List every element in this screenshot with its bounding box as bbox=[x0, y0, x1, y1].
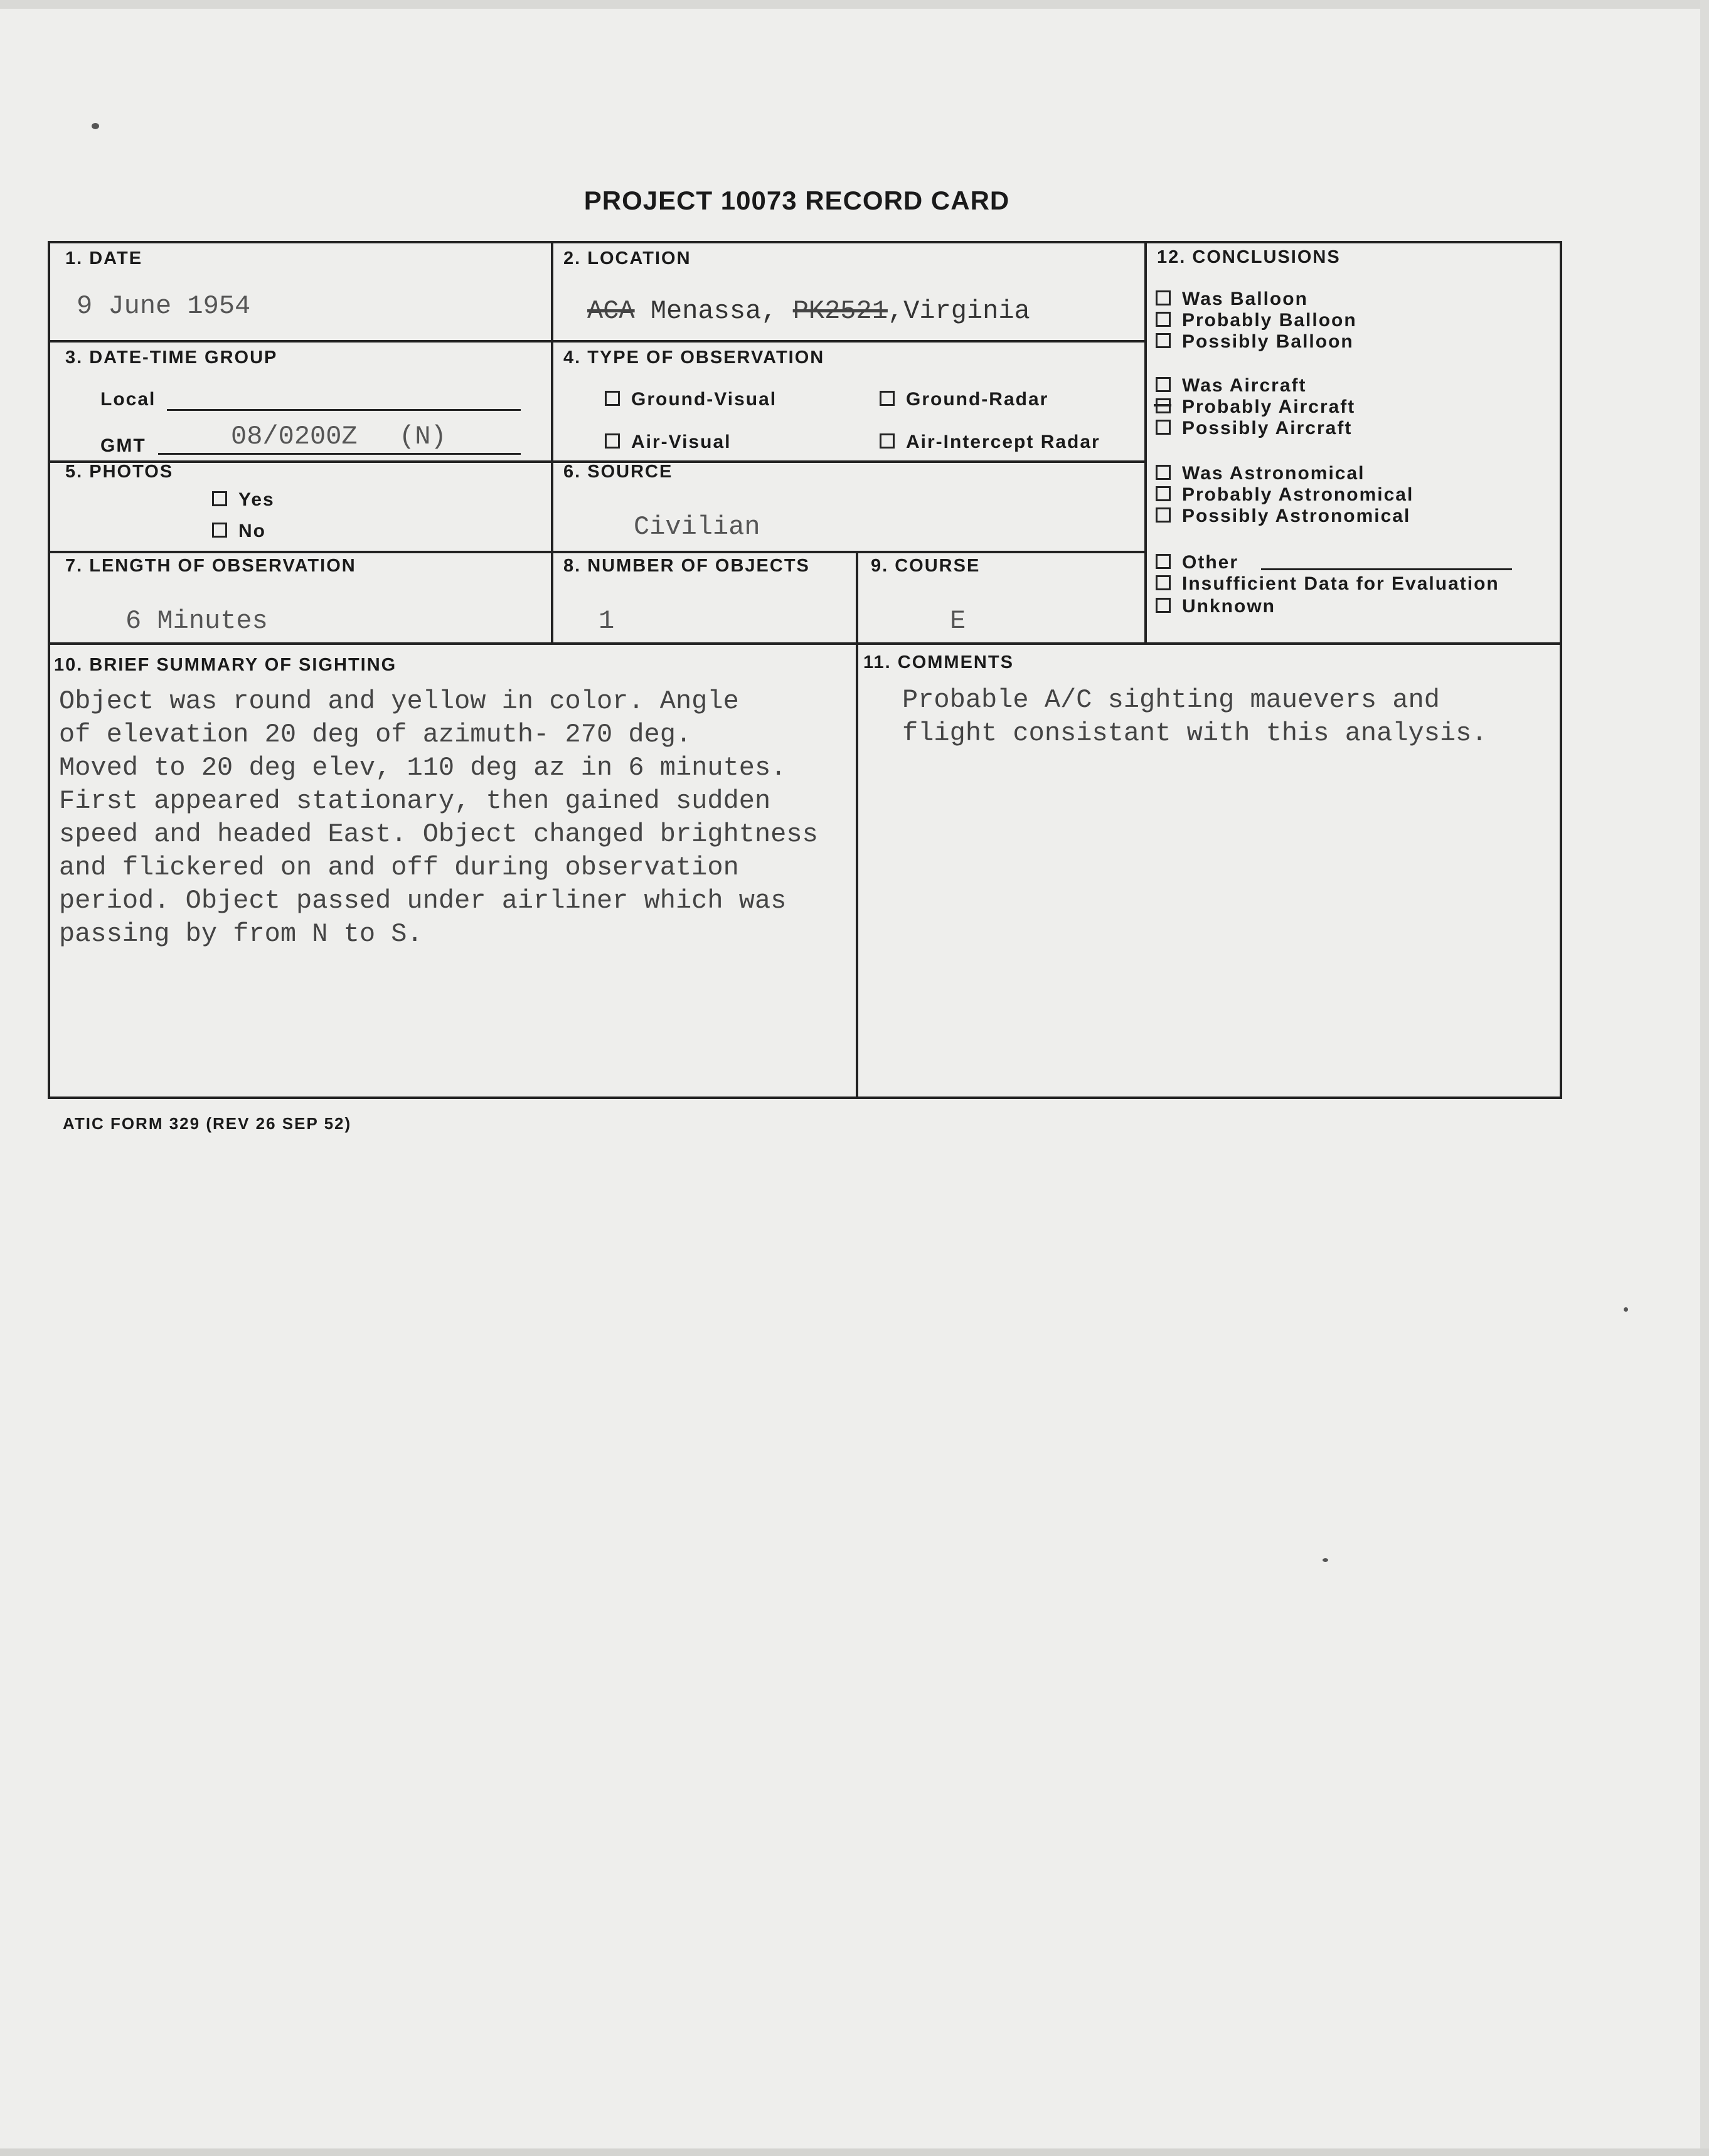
conclusion-item-marked: Probably Aircraft bbox=[1156, 396, 1355, 418]
form-divider bbox=[1144, 241, 1147, 644]
course-label: 9. COURSE bbox=[871, 556, 981, 576]
checkbox-icon bbox=[1156, 420, 1171, 435]
location-label: 2. LOCATION bbox=[563, 248, 691, 268]
form-divider bbox=[48, 551, 1146, 553]
conclusion-item: Probably Balloon bbox=[1156, 310, 1357, 331]
summary-line: period. Object passed under airliner which was bbox=[59, 886, 787, 916]
location-struck-prefix: ACA bbox=[587, 296, 635, 326]
photos-label: 5. PHOTOS bbox=[65, 462, 174, 482]
page-edge bbox=[0, 2148, 1709, 2156]
conclusions-label: 12. CONCLUSIONS bbox=[1157, 247, 1341, 267]
summary-line: Moved to 20 deg elev, 110 deg az in 6 minutes. bbox=[59, 753, 787, 783]
form-border bbox=[1560, 241, 1562, 1099]
checkbox-icon bbox=[880, 433, 895, 449]
form-border bbox=[48, 241, 50, 1099]
checkbox-icon bbox=[1156, 575, 1171, 590]
checkbox-icon bbox=[1156, 312, 1171, 327]
checkbox-icon bbox=[1156, 486, 1171, 501]
brief-summary-label: 10. BRIEF SUMMARY OF SIGHTING bbox=[54, 655, 397, 675]
page-edge bbox=[1700, 0, 1709, 2156]
checkbox-icon bbox=[880, 391, 895, 406]
checkbox-icon bbox=[212, 523, 227, 538]
type-of-observation-label: 4. TYPE OF OBSERVATION bbox=[563, 348, 825, 368]
record-card-form bbox=[48, 241, 1562, 1099]
checkbox-icon bbox=[212, 491, 227, 506]
date-time-group-label: 3. DATE-TIME GROUP bbox=[65, 348, 278, 368]
conclusion-item: Was Aircraft bbox=[1156, 375, 1307, 396]
checkbox-icon bbox=[1156, 333, 1171, 348]
scan-speck bbox=[1323, 1558, 1328, 1562]
number-of-objects-label: 8. NUMBER OF OBJECTS bbox=[563, 556, 810, 576]
checkbox-icon bbox=[605, 433, 620, 449]
checkbox-icon bbox=[1156, 465, 1171, 480]
conclusion-item: Was Astronomical bbox=[1156, 463, 1365, 484]
summary-line: First appeared stationary, then gained sudden bbox=[59, 786, 771, 816]
length-of-observation-value: 6 Minutes bbox=[125, 606, 268, 636]
location-struck-mid: PK2521 bbox=[792, 296, 888, 326]
comments-label: 11. COMMENTS bbox=[863, 652, 1014, 672]
checkbox-icon bbox=[1156, 507, 1171, 523]
local-label: Local bbox=[100, 389, 156, 410]
summary-line: and flickered on and off during observation bbox=[59, 852, 739, 883]
checkbox-icon bbox=[1156, 377, 1171, 392]
gmt-suffix: (N) bbox=[399, 422, 447, 452]
scan-speck bbox=[1624, 1307, 1628, 1312]
scan-speck bbox=[92, 123, 99, 129]
form-divider bbox=[48, 642, 1562, 645]
checkbox-icon bbox=[1156, 598, 1171, 613]
conclusion-item: Possibly Balloon bbox=[1156, 331, 1354, 353]
course-value: E bbox=[950, 606, 966, 636]
conclusion-item: Unknown bbox=[1156, 596, 1275, 617]
page-title: PROJECT 10073 RECORD CARD bbox=[583, 186, 1010, 215]
summary-line: of elevation 20 deg of azimuth- 270 deg. bbox=[59, 720, 692, 750]
form-divider bbox=[551, 241, 553, 645]
page-edge bbox=[0, 0, 1709, 9]
conclusion-item: Probably Astronomical bbox=[1156, 484, 1414, 506]
photos-no: No bbox=[212, 521, 266, 542]
brief-summary-text bbox=[59, 685, 818, 951]
checkbox-checked-icon bbox=[1156, 398, 1171, 413]
summary-line: speed and headed East. Object changed brightness bbox=[59, 819, 818, 849]
obs-ground-visual: Ground-Visual bbox=[605, 389, 777, 410]
checkbox-icon bbox=[605, 391, 620, 406]
summary-line: Object was round and yellow in color. Angle bbox=[59, 686, 739, 716]
comments-text bbox=[902, 684, 1488, 750]
comment-line: Probable A/C sighting mauevers and bbox=[902, 685, 1440, 715]
obs-ground-radar: Ground-Radar bbox=[880, 389, 1048, 410]
form-divider bbox=[856, 552, 858, 1099]
date-label: 1. DATE bbox=[65, 248, 143, 268]
photos-yes: Yes bbox=[212, 489, 275, 511]
conclusion-item: Insufficient Data for Evaluation bbox=[1156, 573, 1499, 595]
comment-line: flight consistant with this analysis. bbox=[902, 718, 1488, 748]
number-of-objects-value: 1 bbox=[599, 606, 615, 636]
form-number: ATIC FORM 329 (REV 26 SEP 52) bbox=[63, 1114, 352, 1133]
obs-air-visual: Air-Visual bbox=[605, 432, 732, 453]
other-field-line bbox=[1261, 568, 1512, 570]
form-divider bbox=[48, 340, 1146, 343]
length-of-observation-label: 7. LENGTH OF OBSERVATION bbox=[65, 556, 356, 576]
form-border bbox=[48, 1097, 1562, 1099]
gmt-label: GMT bbox=[100, 435, 146, 456]
location-end: ,Virginia bbox=[887, 296, 1030, 326]
conclusion-item: Possibly Aircraft bbox=[1156, 418, 1352, 439]
obs-air-intercept-radar: Air-Intercept Radar bbox=[880, 432, 1100, 453]
location-main: Menassa, bbox=[650, 296, 793, 326]
location-value bbox=[587, 296, 1030, 326]
source-label: 6. SOURCE bbox=[563, 462, 673, 482]
checkbox-icon bbox=[1156, 290, 1171, 305]
form-border bbox=[48, 241, 1562, 243]
source-value: Civilian bbox=[634, 512, 760, 542]
date-value: 9 June 1954 bbox=[77, 291, 251, 321]
local-field-line bbox=[167, 409, 521, 411]
gmt-value: 08/0200Z bbox=[231, 422, 358, 452]
checkbox-icon bbox=[1156, 554, 1171, 569]
gmt-field-line bbox=[158, 453, 521, 455]
conclusion-item: Was Balloon bbox=[1156, 289, 1308, 310]
conclusion-item-other: Other bbox=[1156, 552, 1238, 573]
conclusion-item: Possibly Astronomical bbox=[1156, 506, 1410, 527]
summary-line: passing by from N to S. bbox=[59, 919, 423, 949]
